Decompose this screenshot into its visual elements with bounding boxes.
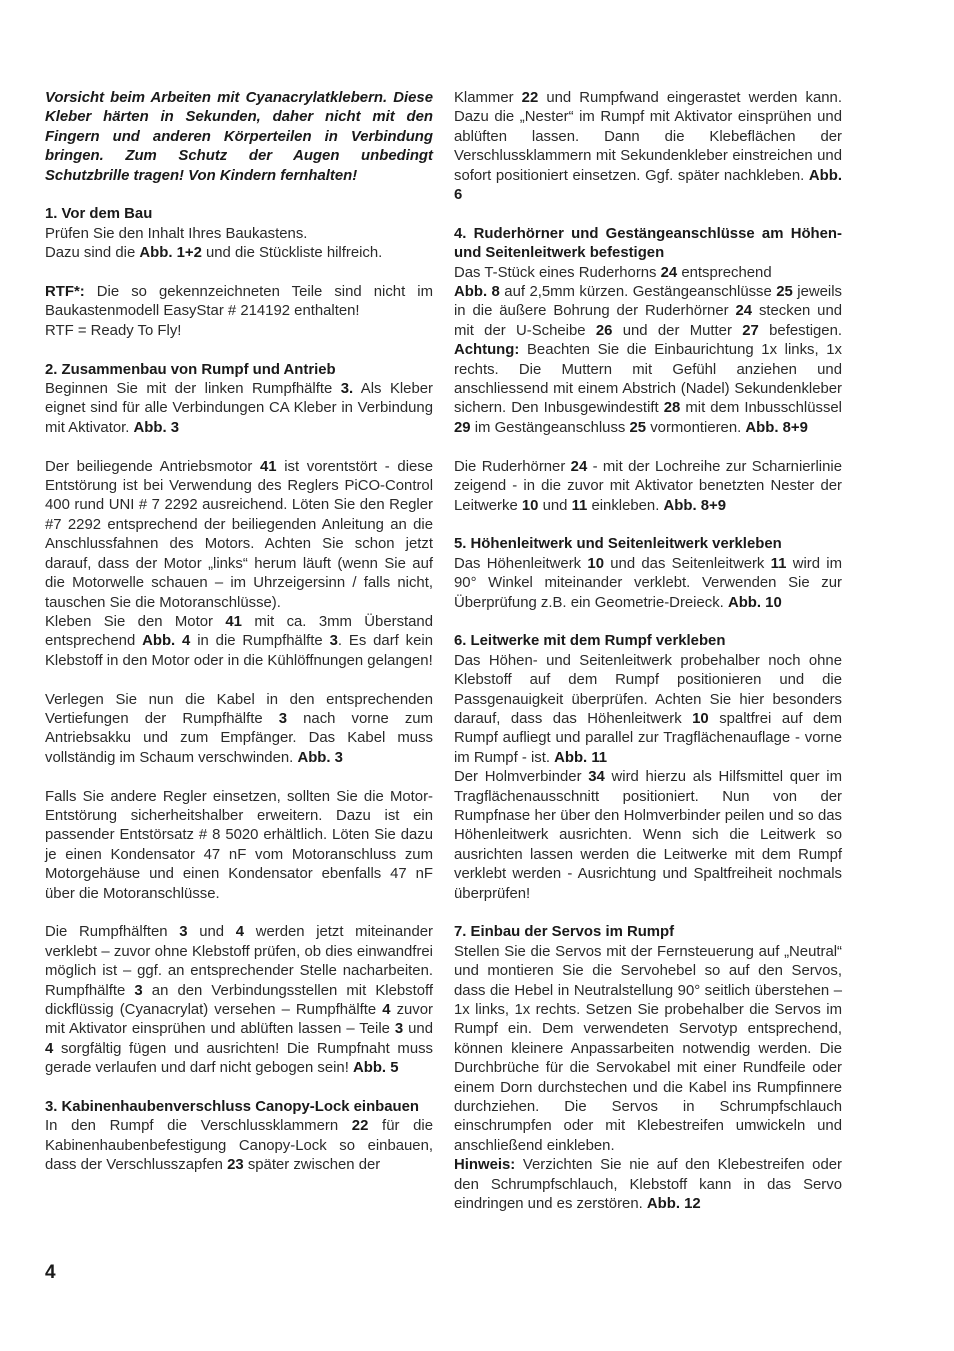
paragraph xyxy=(45,225,433,244)
section-heading: 2. Zusammenbau von Rumpf und Antrieb xyxy=(45,361,336,378)
bold-reference: 4 xyxy=(235,924,245,941)
text-run: Der beiliegende Antriebsmotor xyxy=(45,458,261,475)
text-run: und Rumpfwand eingerastet werden kann. Dazu die „Nester“ im Rumpf mit Aktivator einsprühen und ablüften lassen. Dann die Klebeflächen der Verschlussklammern mit Sekundenkleber einstreichen und sofort positioniert einsetzen. Ggf. später nachkleben. xyxy=(454,90,842,184)
bold-reference: Abb. 5 xyxy=(352,1060,399,1077)
text-run: Das T-Stück eines Ruderhorns xyxy=(454,264,661,281)
text-run: In den Rumpf die Verschlussklammern xyxy=(45,1118,352,1135)
bold-reference: 28 xyxy=(663,400,681,417)
bold-reference: Abb. 6 xyxy=(454,167,842,204)
bold-reference: 24 xyxy=(570,458,588,475)
bold-reference: 22 xyxy=(351,1118,369,1135)
text-run: und xyxy=(403,1021,433,1038)
text-run: wird hierzu als Hilfsmittel quer im Tragflächenausschnitt positioniert. Nun von der Rumpfnase her über den Holmverbinder peilen und so das Höhenleitwerk ausrichten. Wenn sich die Leitwerk so ausrichten lassen werden die Leitwerke mit dem Rumpf verklebt werden - Ausrichtung und Spaltfreiheit nochmals überprüfen! xyxy=(454,769,842,902)
paragraph xyxy=(454,652,842,768)
left-column-content xyxy=(45,205,433,1175)
bold-reference: Abb. 3 xyxy=(133,419,180,436)
text-run: Falls Sie andere Regler einsetzen, sollten Sie die Motor-Entstörung sicherheitshalber erweitern. Dazu ist ein passender Entstörsatz # 8 5020 erhältlich. Löten Sie dazu je einen Kondensator 47 nF vom Motoranschluss zum Motorgehäuse und einen Kondensator ebenfalls 47 nF über die Motoranschlüsse. xyxy=(45,788,433,902)
text-run: mit dem Inbusschlüssel xyxy=(680,400,842,417)
paragraph xyxy=(454,943,842,1156)
text-run: in die Rumpfhälfte xyxy=(190,633,330,650)
bold-reference: 25 xyxy=(776,284,793,301)
bold-reference: Abb. 4 xyxy=(142,633,191,650)
text-run: und das Seitenleitwerk xyxy=(603,555,771,572)
text-run: Das Höhenleitwerk xyxy=(454,555,588,572)
paragraph xyxy=(45,923,433,1078)
bold-reference: 11 xyxy=(571,497,588,514)
text-run: wird im 90° Winkel miteinander verklebt. Verwenden Sie zur Überprüfung z.B. ein Geometrie-Dreieck. xyxy=(454,555,842,611)
bold-reference: 10 xyxy=(521,497,539,514)
bold-reference: Hinweis: xyxy=(454,1157,516,1174)
text-run: . Es darf kein Klebstoff in den Motor oder in die Kühlöffnungen gelangen! xyxy=(45,633,433,669)
text-run: Beachten Sie die Einbaurichtung 1x links, 1x rechts. Die Muttern mit Gefühl anziehen und anschliessend mit einem Abstrich (Nadel) Sekundenkleber sichern. Den Inbusgewindestift xyxy=(454,342,842,417)
bold-reference: Abb. 10 xyxy=(727,594,782,611)
bold-reference: RTF*: xyxy=(45,284,85,301)
text-run: werden jetzt miteinander verklebt – zuvor ohne Klebstoff prüfen, ob dies einwandfrei möglich ist – ggf. an entsprechender Stelle nacharbeiten. Rumpfhälfte xyxy=(45,924,433,999)
text-run: und xyxy=(187,924,236,941)
paragraph xyxy=(45,322,433,341)
text-run: jeweils in die äußere Bohrung der Ruderhörner xyxy=(454,284,842,320)
text-run: auf 2,5mm kürzen. Gestängeanschlüsse xyxy=(499,284,777,301)
bold-reference: 3 xyxy=(329,633,338,650)
safety-warning: Vorsicht beim Arbeiten mit Cyanacrylatklebern. Diese Kleber härten in Sekunden, daher nicht mit den Fingern und anderen Körperteilen in Verbindung bringen. Zum Schutz der Augen unbedingt Schutzbrille tragen! Von Kindern fernhalten! xyxy=(45,90,433,184)
text-run: Verzichten Sie nie auf den Klebestreifen oder den Schrumpfschlauch, Klebstoff kann in das Servo eindringen und es zerstören. xyxy=(454,1157,842,1213)
bold-reference: 25 xyxy=(629,419,647,436)
bold-reference: 3 xyxy=(179,924,188,941)
bold-reference: 24 xyxy=(660,264,678,281)
text-run: Dazu sind die xyxy=(45,245,140,262)
paragraph xyxy=(45,458,433,613)
text-run: Prüfen Sie den Inhalt Ihres Baukastens. xyxy=(45,225,308,242)
bold-reference: 22 xyxy=(521,90,539,106)
paragraph xyxy=(454,1156,842,1214)
text-run: Kleben Sie den Motor xyxy=(45,613,226,630)
text-run: stecken und mit der U-Scheibe xyxy=(454,303,843,339)
text-run: - mit der Lochreihe zur Scharnierlinie zeigend - in die zuvor mit Aktivator benetzten Nester der Leitwerke xyxy=(454,458,842,514)
page-number: 4 xyxy=(45,1262,56,1283)
text-run: und xyxy=(538,497,572,514)
bold-reference: 26 xyxy=(595,322,613,339)
text-run: Verlegen Sie nun die Kabel in den entsprechenden Vertiefungen der Rumpfhälfte xyxy=(45,691,433,727)
bold-reference: Abb. 11 xyxy=(554,749,608,766)
section-heading: 6. Leitwerke mit dem Rumpf verkleben xyxy=(454,633,726,650)
text-run: Die Rumpfhälften xyxy=(45,924,180,941)
bold-reference: 24 xyxy=(735,303,753,320)
bold-reference: 3. xyxy=(340,381,354,398)
paragraph xyxy=(454,768,842,904)
text-run: befestigen. xyxy=(758,322,842,339)
paragraph xyxy=(45,283,433,322)
section-heading: 3. Kabinenhaubenverschluss Canopy-Lock einbauen xyxy=(45,1099,420,1115)
text-run: Klammer xyxy=(454,90,522,106)
bold-reference: 3 xyxy=(134,982,143,999)
paragraph xyxy=(45,613,433,671)
paragraph xyxy=(454,89,842,205)
right-column-content xyxy=(454,89,842,1214)
text-run: vormontieren. xyxy=(646,419,746,436)
text-run: Als Kleber eignet sind für alle Verbindungen CA Kleber in Verbindung mit Aktivator. xyxy=(45,381,433,436)
bold-reference: 4 xyxy=(382,1001,391,1018)
bold-reference: 41 xyxy=(260,458,277,475)
bold-reference: 10 xyxy=(692,710,709,727)
bold-reference: 29 xyxy=(454,419,471,436)
paragraph xyxy=(454,283,842,438)
text-run: und die Stückliste hilfreich. xyxy=(201,245,383,262)
bold-reference: 11 xyxy=(770,555,787,572)
paragraph xyxy=(45,691,433,769)
bold-reference: 23 xyxy=(227,1157,244,1174)
right-column xyxy=(454,89,842,1214)
text-run: sorgfältig fügen und ausrichten! Die Rumpfnaht muss gerade verlaufen und darf nicht gebogen sein! xyxy=(45,1040,433,1077)
text-run: Beginnen Sie mit der linken Rumpfhälfte xyxy=(45,381,341,398)
text-run: entsprechend xyxy=(677,264,772,281)
text-run: mit ca. 3mm Überstand entsprechend xyxy=(45,613,433,650)
paragraph xyxy=(45,1117,433,1175)
section-heading: 4. Ruderhörner und Gestängeanschlüsse am Höhen- und Seitenleitwerk befestigen xyxy=(454,225,842,262)
text-run: einkleben. xyxy=(587,497,664,514)
text-run: Die Ruderhörner xyxy=(454,458,571,475)
bold-reference: Abb. 1+2 xyxy=(139,245,202,262)
bold-reference: Abb. 12 xyxy=(646,1196,701,1213)
section-heading: 5. Höhenleitwerk und Seitenleitwerk verkleben xyxy=(454,536,782,553)
paragraph xyxy=(45,788,433,904)
bold-reference: 3 xyxy=(278,710,288,727)
text-run: nach vorne zum Antriebsakku und zum Empfänger. Das Kabel muss vollständig im Schaum verschwinden. xyxy=(45,710,433,766)
paragraph xyxy=(454,264,842,283)
text-run: Das Höhen- und Seitenleitwerk probehalber noch ohne Klebstoff auf dem Rumpf positionieren und die Passgenauigkeit überprüfen. Achten Sie hier besonders darauf, dass das Höhenleitwerk xyxy=(454,652,842,727)
bold-reference: 3 xyxy=(394,1021,404,1038)
bold-reference: Abb. 8 xyxy=(454,284,500,301)
text-run: für die Kabinenhaubenbefestigung Canopy-Lock so einbauen, dass der Verschlusszapfen xyxy=(45,1118,433,1174)
paragraph xyxy=(45,244,433,263)
bold-reference: 4 xyxy=(45,1040,54,1057)
bold-reference: 34 xyxy=(588,769,605,786)
bold-reference: Achtung: xyxy=(454,342,520,359)
bold-reference: 10 xyxy=(587,555,604,572)
bold-reference: 27 xyxy=(742,322,759,339)
text-run: später zwischen der xyxy=(243,1157,381,1174)
left-column xyxy=(45,89,433,1176)
section-heading: 7. Einbau der Servos im Rumpf xyxy=(454,924,675,941)
text-run: ist vorentstört - diese Entstörung ist bei Verwendung des Reglers PiCO-Control 400 rund UNI # 7 2292 ausreichend. Löten Sie den Regler #7 2292 entsprechend der beiliegenden Anleitung an die Anschlussfahnen des Motors. Achten Sie schon jetzt darauf, dass der Motor „links“ herum läuft (wenn Sie auf die Motorwelle schauen – im Uhrzeigersinn / falls nicht, tauschen Sie die Motoranschlüsse). xyxy=(45,458,434,611)
paragraph xyxy=(45,380,433,438)
paragraph xyxy=(454,458,842,516)
text-run: Der Holmverbinder xyxy=(454,769,589,786)
section-heading: 1. Vor dem Bau xyxy=(45,206,153,223)
text-run: spaltfrei auf dem Rumpf aufliegt und parallel zur Tragflächenauflage - vorne im Rumpf - ist. xyxy=(454,710,842,766)
text-run: RTF = Ready To Fly! xyxy=(45,322,182,339)
text-run: zuvor mit Aktivator einsprühen und ablüften lassen – Teile xyxy=(45,1001,433,1038)
text-run: an den Verbindungsstellen mit Klebstoff dickflüssig (Cyanacrylat) versehen – Rumpfhälfte xyxy=(45,982,434,1018)
text-run: Die so gekennzeichneten Teile sind nicht im Baukastenmodell EasyStar # 214192 enthalten! xyxy=(45,284,433,320)
bold-reference: Abb. 3 xyxy=(297,749,343,766)
bold-reference: Abb. 8+9 xyxy=(745,419,808,436)
text-run: Stellen Sie die Servos mit der Fernsteuerung auf „Neutral“ und montieren Sie die Servohebel so auf den Servos, dass die Hebel in Neutralstellung 90° seitlich überstehen – 1x links, 1x rechts. Setzen Sie probehalber die Servos im Rumpf ein. Dem verwendeten Servotyp entsprechend, können kleinere Anpassarbeiten notwendig werden. Die Durchbrüche für die Servokabel mit einer Rundfeile oder einem Dorn durchstechen und die Kabel ins Rumpfinnere durchziehen. Die Servos in Schrumpfschlauch einschrumpfen oder mit Klebestreifen umwickeln und anschließend einkleben. xyxy=(454,943,842,1154)
bold-reference: 41 xyxy=(225,613,242,630)
bold-reference: Abb. 8+9 xyxy=(663,497,726,514)
text-run: und der Mutter xyxy=(612,322,743,339)
paragraph xyxy=(454,555,842,613)
text-run: im Gestängeanschluss xyxy=(470,419,630,436)
